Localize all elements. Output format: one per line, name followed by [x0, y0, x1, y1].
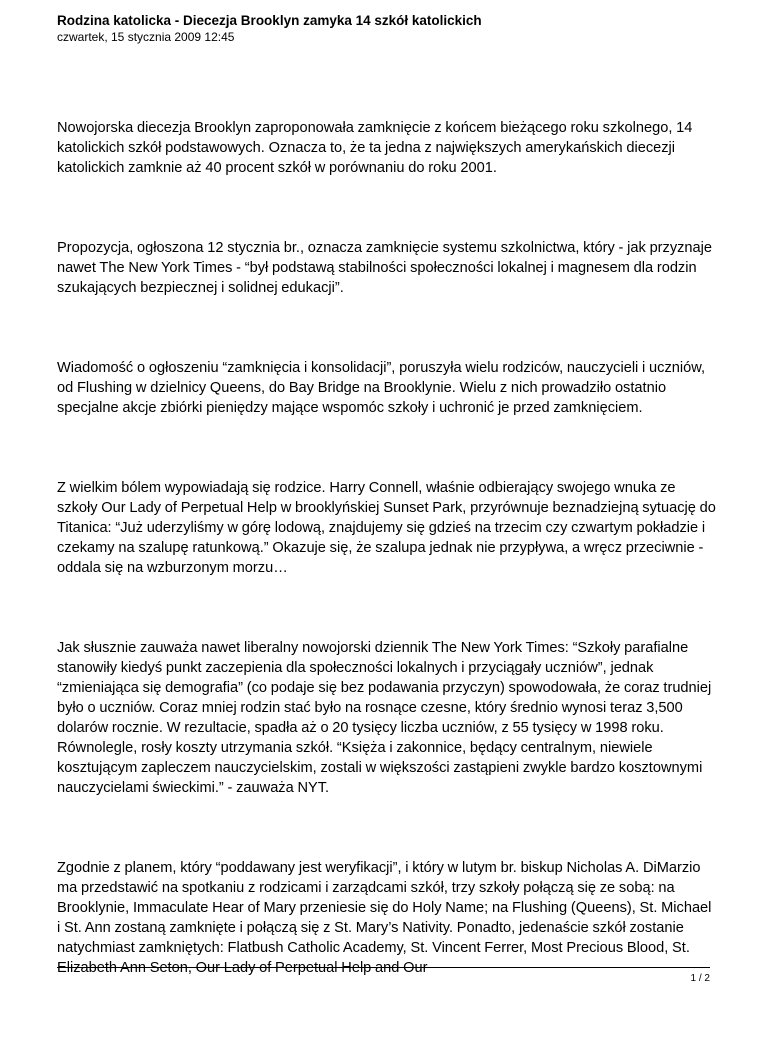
- paragraph: Z wielkim bólem wypowiadają się rodzice. Harry Connell, właśnie odbierający swojego wnuka ze szkoły Our Lady of Perpetual Help w brooklyńskiej Sunset Park, przyrównuje beznadziejną sytuację do Titanica: “Już uderzyliśmy w górę lodową, znajdujemy się gdzieś na trzecim czy czwartym pokładzie i czekamy na szalupę ratunkową.” Okazuje się, że szalupa jednak nie przypływa, a wręcz przeciwnie - oddala się na wzburzonym morzu…: [57, 480, 716, 576]
- page-header: [57, 12, 717, 45]
- paragraph: Nowojorska diecezja Brooklyn zaproponowała zamknięcie z końcem bieżącego roku szkolnego, 14 katolickich szkół podstawowych. Oznacza to, że ta jedna z największych amerykańskich diecezji katolickich zamknie aż 40 procent szkół w porównaniu do roku 2001.: [57, 120, 693, 176]
- paragraph: Zgodnie z planem, który “poddawany jest weryfikacji”, i który w lutym br. biskup Nicholas A. DiMarzio ma przedstawić na spotkaniu z rodzicami i zarządcami szkół, trzy szkoły połączą się ze sobą: na Brooklynie, Immaculate Hear of Mary przeniesie się do Holy Name; na Flushing (Queens), St. Michael i St. Ann zostaną zamknięte i połączą się z St. Mary’s Nativity. Ponadto, jedenaście szkół zostanie natychmiast zamkniętych: Flatbush Catholic Academy, St. Vincent Ferrer, Most Precious Blood, St. Elizabeth Ann Seton, Our Lady of Perpetual Help and Our: [57, 860, 712, 976]
- footer-divider: [57, 967, 710, 968]
- article-date: czwartek, 15 stycznia 2009 12:45: [57, 30, 235, 44]
- paragraph: Propozycja, ogłoszona 12 stycznia br., oznacza zamknięcie systemu szkolnictwa, który - jak przyznaje nawet The New York Times - “był podstawą stabilności społeczności lokalnej i magnesem dla rodzin szukających bezpiecznej i solidnej edukacji”.: [57, 240, 713, 296]
- paragraph: Wiadomość o ogłoszeniu “zamknięcia i konsolidacji”, poruszyła wielu rodziców, nauczycieli i uczniów, od Flushing w dzielnicy Queens, do Bay Bridge na Brooklynie. Wielu z nich prowadziło ostatnio specjalne akcje zbiórki pieniędzy mające wspomóc szkoły i uchronić je przed zamknięciem.: [57, 360, 706, 416]
- article-title: Rodzina katolicka - Diecezja Brooklyn zamyka 14 szkół katolickich: [57, 13, 482, 28]
- paragraph: Jak słusznie zauważa nawet liberalny nowojorski dziennik The New York Times: “Szkoły parafialne stanowiły kiedyś punkt zaczepienia dla społeczności lokalnych i przyciągały uczniów”, jednak “zmieniająca się demografia” (co podaje się bez podawania przyczyn) spowodowała, że coraz trudniej było o uczniów. Coraz mniej rodzin stać było na rosnące czesne, który średnio wynosi teraz 3,500 dolarów rocznie. W rezultacie, spadła aż o 20 tysięcy liczba uczniów, z 55 tysięcy w 1998 roku. Równolegle, rosły koszty utrzymania szkół. “Księża i zakonnice, będący centralnym, niewiele kosztującym zapleczem nauczycielskim, zostali w większości zastąpieni zwykle bardzo kosztownymi nauczycielami świeckimi.” - zauważa NYT.: [57, 640, 712, 796]
- article-body: [57, 118, 717, 1038]
- page-number: 1 / 2: [690, 973, 710, 984]
